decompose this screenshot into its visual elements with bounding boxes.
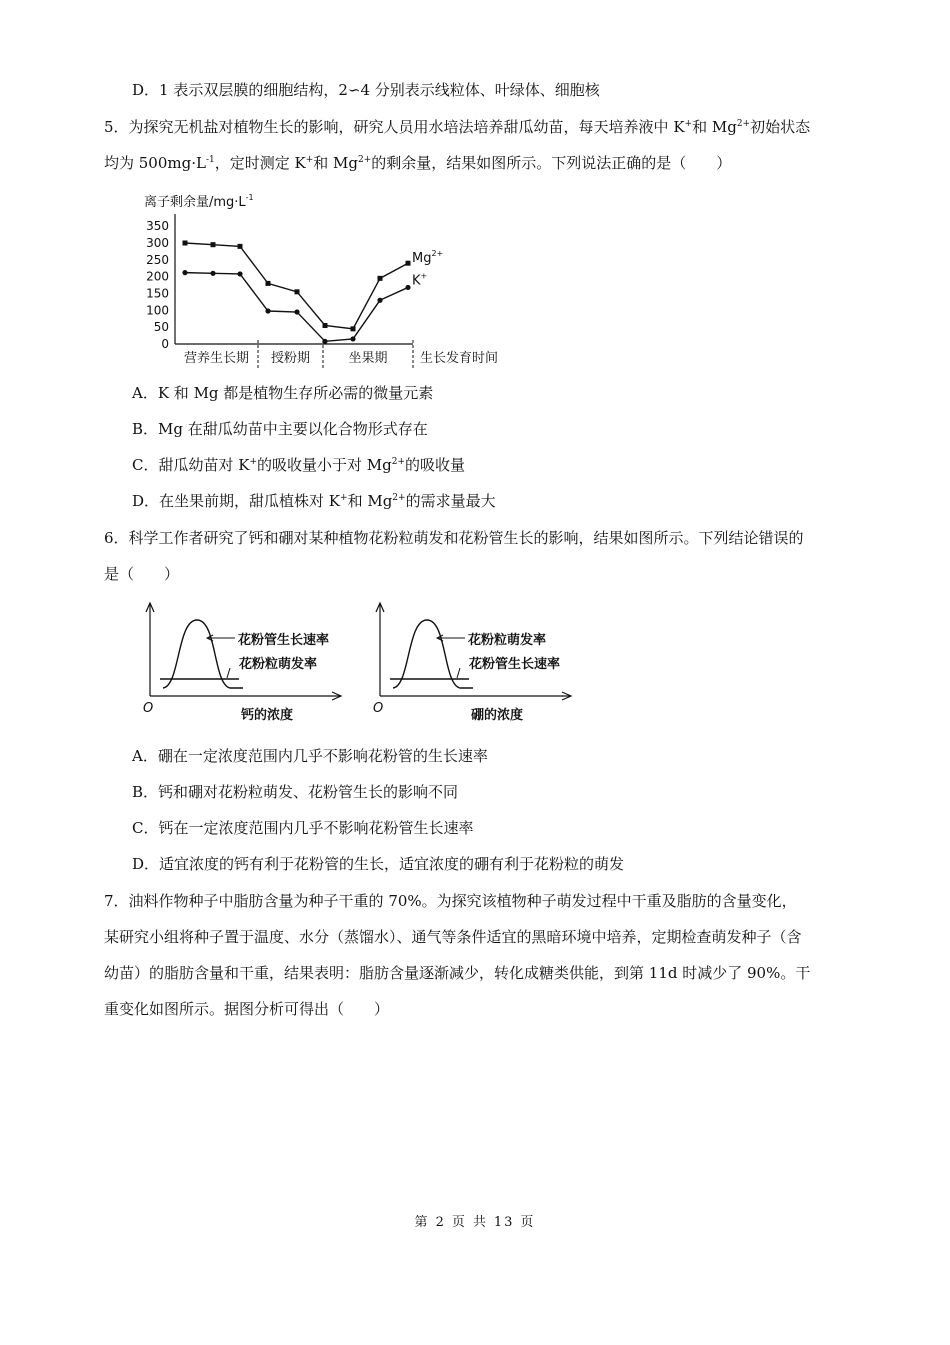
data-point-Mg (183, 241, 188, 246)
q6-option-c: C．钙在一定浓度范围内几乎不影响花粉管生长速率 (132, 819, 474, 837)
y-tick-label: 100 (146, 303, 169, 318)
q5-stem-line2: 均为 $500mg\cdot L^{-1}$，定时测定 K+和 $Mg^{2+}$的剩余量，结果如图所示。下列说法正确的是（ ） (104, 154, 732, 172)
series-line-Mg (185, 243, 408, 329)
q5-option-a: A．K 和 Mg 都是植物生存所必需的微量元素 (132, 384, 434, 402)
period-label: 坐果期 (348, 351, 388, 366)
q6-option-d: D．适宜浓度的钙有利于花粉管的生长，适宜浓度的硼有利于花粉粒的萌发 (132, 855, 625, 873)
data-point-K (350, 336, 355, 341)
q6-option-b: B．钙和硼对花粉粒萌发、花粉管生长的影响不同 (132, 783, 459, 801)
data-point-K (182, 270, 187, 275)
origin-label: O (143, 701, 154, 716)
page-footer: 第 2 页 共 13 页 (414, 1215, 536, 1230)
q7-stem-line4: 重变化如图所示。据图分析可得出（ ） (104, 1000, 390, 1018)
curve-花粉粒萌发率 (393, 620, 473, 688)
y-tick-label: 0 (161, 337, 169, 351)
label-花粉管生长速率: 花粉管生长速率 (238, 633, 330, 648)
current-page: 2 (435, 1215, 446, 1230)
calcium-chart (135, 598, 360, 728)
period-label: 授粉期 (270, 351, 311, 366)
label-花粉粒萌发率: 花粉粒萌发率 (239, 657, 318, 672)
label-花粉管生长速率: 花粉管生长速率 (469, 657, 561, 672)
total-pages: 13 (493, 1215, 515, 1230)
leader-line (457, 668, 460, 678)
q6-option-a: A．硼在一定浓度范围内几乎不影响花粉管的生长速率 (132, 747, 488, 765)
q4-option-d: D．1 表示双层膜的细胞结构，2∽4 分别表示线粒体、叶绿体、细胞核 (132, 81, 600, 99)
x-axis-label: 钙的浓度 (241, 708, 294, 723)
y-tick-label: 250 (146, 252, 169, 267)
origin-label: O (373, 701, 384, 716)
data-point-K (210, 271, 215, 276)
q5-option-d: D．在坐果前期，甜瓜植株对 K+和 $Mg^{2+}$的需求量最大 (132, 492, 496, 510)
data-point-Mg (211, 242, 216, 247)
q5-option-b: B．Mg 在甜瓜幼苗中主要以化合物形式存在 (132, 420, 428, 438)
data-point-K (322, 339, 327, 344)
q6-stem-line1: 6．科学工作者研究了钙和硼对某种植物花粉粒萌发和花粉管生长的影响，结果如图所示。下列结论错误的 (104, 529, 804, 547)
data-point-K (265, 308, 270, 313)
boron-chart (365, 598, 590, 728)
y-tick-label: 150 (146, 286, 169, 301)
y-tick-label: 350 (146, 219, 169, 234)
series-label-K: K+ (412, 271, 428, 289)
q7-stem-line1: 7．油料作物种子中脂肪含量为种子干重的 70%。为探究该植物种子萌发过程中干重及脂肪的含量变化， (104, 892, 797, 910)
data-point-Mg (323, 323, 328, 328)
series-label-Mg: $Mg^{2+}$ (412, 249, 444, 267)
q7-stem-line2: 某研究小组将种子置于温度、水分（蒸馏水）、通气等条件适宜的黑暗环境中培养，定期检查萌发种子（含 (104, 928, 802, 946)
ion-remaining-chart (130, 186, 530, 376)
data-point-K (405, 285, 410, 290)
data-point-K (377, 298, 382, 303)
series-line-K (185, 273, 408, 342)
y-tick-label: 200 (146, 269, 169, 284)
data-point-Mg (295, 289, 300, 294)
data-point-Mg (266, 281, 271, 286)
label-花粉粒萌发率: 花粉粒萌发率 (468, 633, 547, 648)
x-axis-label: 生长发育时间 (420, 351, 499, 366)
q5-option-c: C．甜瓜幼苗对 K+的吸收量小于对 $Mg^{2+}$的吸收量 (132, 456, 466, 474)
y-axis-label: 离子剩余量$/mg\cdot L^{-1}$ (144, 193, 254, 210)
q7-stem-line3: 幼苗）的脂肪含量和干重，结果表明：脂肪含量逐渐减少，转化成糖类供能，到第 11d 时减少了 90%。干 (104, 964, 811, 982)
data-point-K (237, 271, 242, 276)
q5-stem-line1: 5．为探究无机盐对植物生长的影响，研究人员用水培法培养甜瓜幼苗，每天培养液中 K+和 $Mg^{2+}$初始状态 (104, 118, 811, 136)
data-point-Mg (238, 244, 243, 249)
y-tick-label: 300 (146, 236, 169, 250)
x-axis-label: 硼的浓度 (471, 708, 524, 723)
leader-line (227, 668, 230, 678)
q6-stem-line2: 是（ ） (104, 565, 180, 583)
data-point-Mg (378, 276, 383, 281)
period-label: 营养生长期 (183, 351, 250, 366)
data-point-K (294, 309, 299, 314)
y-tick-label: 50 (153, 320, 169, 335)
curve-花粉管生长速率 (163, 620, 243, 688)
data-point-Mg (351, 326, 356, 331)
data-point-Mg (406, 261, 411, 266)
